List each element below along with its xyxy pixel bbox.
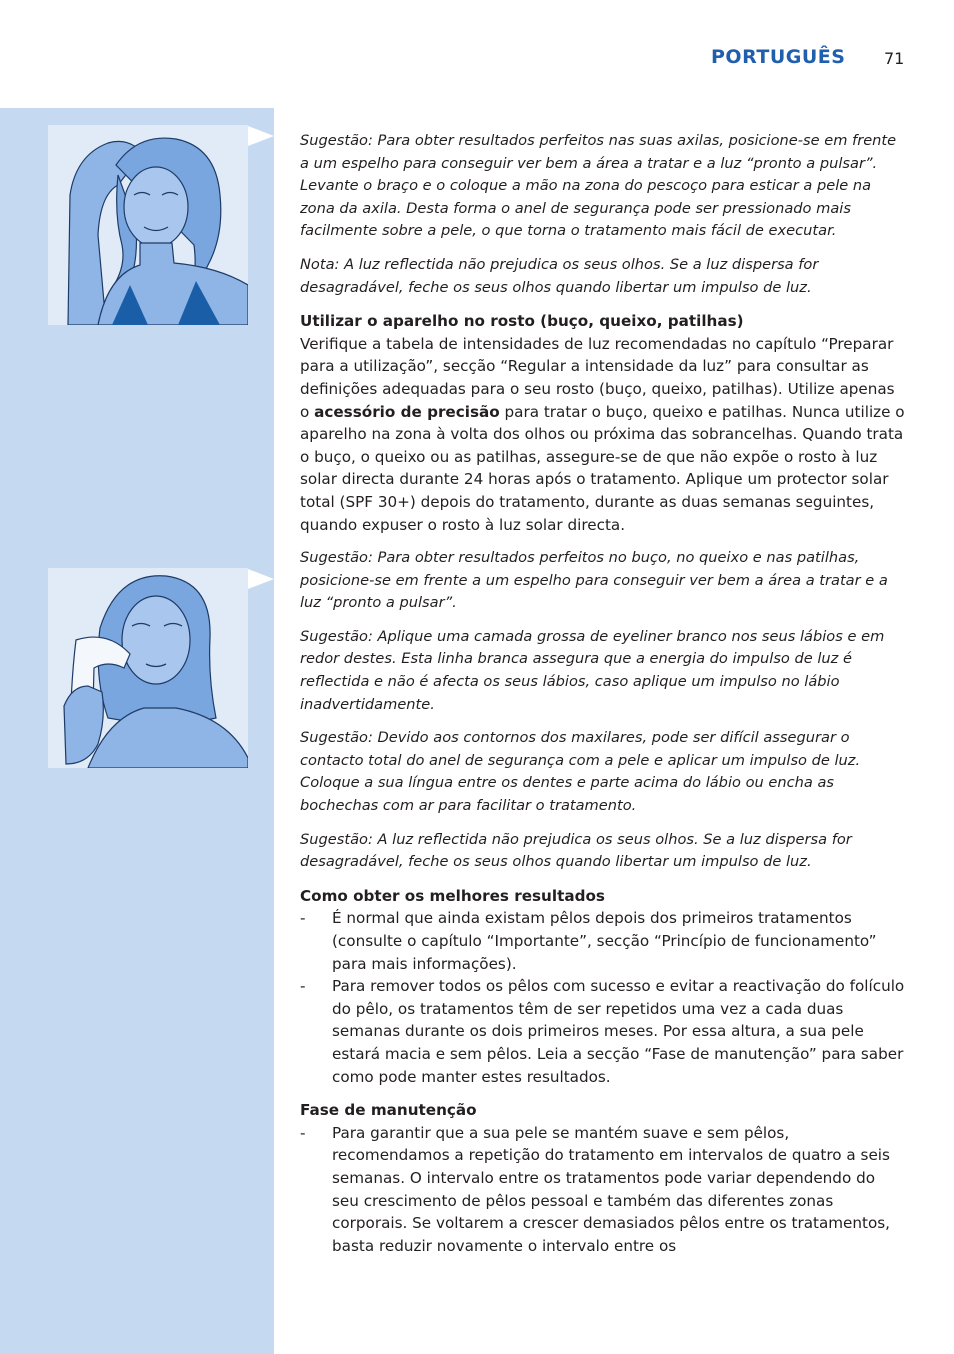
list-item: - Para garantir que a sua pele se mantém suave e sem pêlos, recomendamos a repetição do tratamento em intervalos de quatro a seis semanas. O intervalo entre os tratamentos pode variar dependendo do seu crescimento de pêlos pessoal e também das diferentes zonas corporais. Se voltarem a crescer demasiados pêlos entre os tratamentos, basta reduzir novamente o intervalo entre os xyxy=(300,1122,906,1258)
main-content xyxy=(300,130,906,1268)
illustration-armpit xyxy=(48,125,248,325)
section-title-results: Como obter os melhores resultados xyxy=(300,886,605,905)
page-number: 71 xyxy=(884,49,905,68)
tip-reflected-light: Sugestão: A luz reflectida não prejudica os seus olhos. Se a luz dispersa for desagradável, feche os seus olhos quando libertar um impulso de luz. xyxy=(300,830,852,871)
face-section-body: Verifique a tabela de intensidades de luz recomendadas no capítulo “Preparar para a utilização”, secção “Regular a intensidade da luz” para consultar as definições adequadas para o seu rosto (buço, queixo, patilhas). Utilize apenas o acessório de precisão para tratar o buço, queixo e patilhas. Nunca utilize o aparelho na zona à volta dos olhos ou próxima das sobrancelhas. Quando trata o buço, o queixo ou as patilhas, assegure-se de que não expõe o rosto à luz solar directa durante 24 horas após o tratamento. Aplique um protector solar total (SPF 30+) depois do tratamento, durante as duas semanas seguintes, quando expuser o rosto à luz solar directa. xyxy=(300,334,905,534)
illustration-face xyxy=(48,568,248,768)
precision-attachment-term: acessório de precisão xyxy=(314,402,500,421)
list-item: - Para remover todos os pêlos com sucesso e evitar a reactivação do folículo do pêlo, os tratamentos têm de ser repetidos uma vez a cada duas semanas durante os dois primeiros meses. Por essa altura, a sua pele estará macia e sem pêlos. Leia a secção “Fase de manutenção” para saber como pode manter estes resultados. xyxy=(300,975,906,1088)
section-title-maintenance: Fase de manutenção xyxy=(300,1101,477,1120)
tip-jaw-contours: Sugestão: Devido aos contornos dos maxilares, pode ser difícil assegurar o contacto total do anel de segurança com a pele e aplicar um impulso de luz. Coloque a sua língua entre os dentes e parte acima do lábio ou encha as bochechas com ar para facilitar o tratamento. xyxy=(300,729,861,815)
maintenance-list xyxy=(300,1122,906,1258)
illustration-pointer-2 xyxy=(248,569,274,589)
woman-armpit-drawing xyxy=(48,125,248,325)
section-title-face: Utilizar o aparelho no rosto (buço, queixo, patilhas) xyxy=(300,312,744,331)
note-reflected-light: Nota: A luz reflectida não prejudica os seus olhos. Se a luz dispersa for desagradável, feche os seus olhos quando libertar um impulso de luz. xyxy=(300,255,819,296)
tip-armpit: Sugestão: Para obter resultados perfeitos nas suas axilas, posicione-se em frente a um espelho para conseguir ver bem a área a tratar e a luz “pronto a pulsar”. Levante o braço e o coloque a mão na zona do pescoço para esticar a pele na zona da axila. Desta forma o anel de segurança pode ser pressionado mais facilmente sobre a pele, o que torna o tratamento mais fácil de executar. xyxy=(300,132,897,240)
list-item: - É normal que ainda existam pêlos depois dos primeiros tratamentos (consulte o capítulo “Importante”, secção “Princípio de funcionamento” para mais informações). xyxy=(300,907,906,975)
language-heading: PORTUGUÊS xyxy=(711,46,846,68)
results-list xyxy=(300,907,906,1088)
tip-eyeliner: Sugestão: Aplique uma camada grossa de eyeliner branco nos seus lábios e em redor destes. Esta linha branca assegura que a energia do impulso de luz é reflectida e não é afecta os seus lábios, caso aplique um impulso no lábio inadvertidamente. xyxy=(300,627,885,713)
woman-face-drawing xyxy=(48,568,248,768)
illustration-pointer xyxy=(248,126,274,146)
tip-face-mirror: Sugestão: Para obter resultados perfeitos no buço, no queixo e nas patilhas, posicione-se em frente a um espelho para conseguir ver bem a área a tratar e a luz “pronto a pulsar”. xyxy=(300,549,888,612)
